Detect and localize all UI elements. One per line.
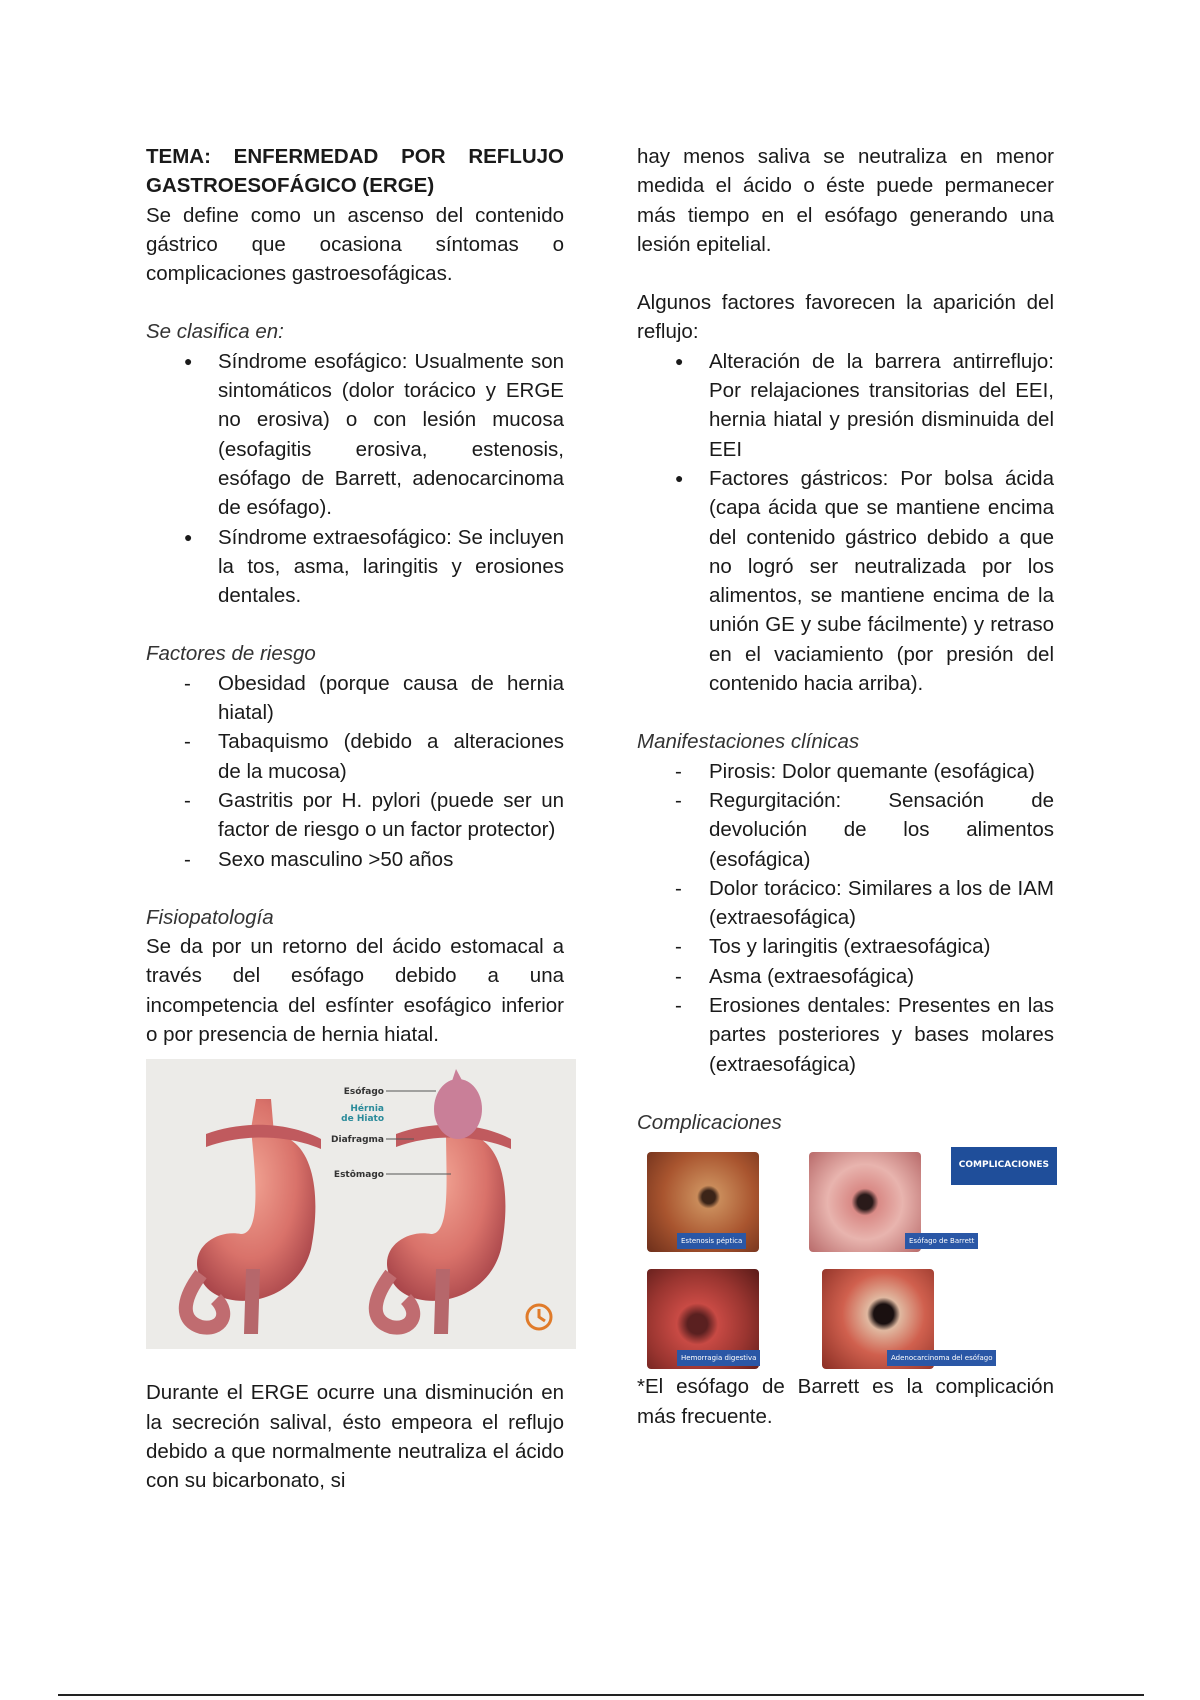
list-item: - Tabaquismo (debido a alteraciones de la mucosa) <box>218 727 564 786</box>
riesgo-list <box>146 669 564 874</box>
footer-divider <box>58 1694 1144 1696</box>
list-item: - Gastritis por H. pylori (puede ser un factor de riesgo o un factor protector) <box>218 786 564 845</box>
clasifica-heading: Se clasifica en: <box>146 320 284 344</box>
manif-list <box>637 757 1054 1079</box>
list-item: - Pirosis: Dolor quemante (esofágica) <box>709 757 1054 786</box>
compl-heading: Complicaciones <box>637 1110 782 1134</box>
list-item: ● Síndrome esofágico: Usualmente son sintomáticos (dolor torácico y ERGE no erosiva) o con lesión mucosa (esofagitis erosiva, estenosis, esófago de Barrett, adenocarcinoma de esófago). <box>218 347 564 523</box>
complicaciones-figure <box>637 1147 1057 1372</box>
durante-text: Durante el ERGE ocurre una disminución en la secreción salival, ésto empeora el reflujo debido a que normalmente neutraliza el ácido con su bicarbonato, si <box>146 1381 564 1493</box>
caption-4: Adenocarcinoma del esófago <box>887 1350 996 1366</box>
caption-3: Hemorragia digestiva <box>677 1350 760 1366</box>
list-item: - Obesidad (porque causa de hernia hiatal) <box>218 669 564 728</box>
list-item: - Asma (extraesofágica) <box>709 962 1054 991</box>
riesgo-heading: Factores de riesgo <box>146 642 316 666</box>
factores-list <box>637 347 1054 699</box>
list-item: ● Factores gástricos: Por bolsa ácida (capa ácida que se mantiene encima del contenido gástrico debido a que no logró ser neutralizada por los alimentos, se mantiene encima de la unión GE y sube fácilmente) y retraso en el vaciamiento (por presión del contenido hacia arriba). <box>709 464 1054 698</box>
manif-heading: Manifestaciones clínicas <box>637 730 860 754</box>
list-item: - Erosiones dentales: Presentes en las partes posteriores y bases molares (extraesofágica) <box>709 991 1054 1079</box>
continue-text: hay menos saliva se neutraliza en menor medida el ácido o éste puede permanecer más tiempo en el esófago generando una lesión epitelial. <box>637 145 1054 256</box>
label-diafragma: Diafragma <box>331 1135 384 1146</box>
fisio-heading: Fisiopatología <box>146 905 274 929</box>
caption-2: Esófago de Barrett <box>905 1233 978 1249</box>
label-hernia-1: Hérnia <box>350 1104 384 1115</box>
stomach-illustration <box>146 1059 576 1349</box>
compl-banner: COMPLICACIONES <box>951 1147 1057 1184</box>
right-column <box>637 142 1054 1431</box>
list-item: - Tos y laringitis (extraesofágica) <box>709 932 1054 961</box>
fisio-text: Se da por un retorno del ácido estomacal a través del esófago debido a una incompetencia del esfínter esofágico inferior o por presencia de hernia hiatal. <box>146 935 564 1047</box>
list-item: ● Alteración de la barrera antirreflujo: Por relajaciones transitorias del EEI, hernia hiatal y presión disminuida del EEI <box>709 347 1054 464</box>
list-item: ● Síndrome extraesofágico: Se incluyen la tos, asma, laringitis y erosiones dentales. <box>218 523 564 611</box>
label-esofago: Esófago <box>343 1087 384 1098</box>
list-item: - Dolor torácico: Similares a los de IAM (extraesofágica) <box>709 874 1054 933</box>
list-item: - Sexo masculino >50 años <box>218 845 564 874</box>
page-title: TEMA: ENFERMEDAD POR REFLUJO GASTROESOFÁGICO (ERGE) <box>146 145 564 198</box>
label-hernia-2: de Hiato <box>341 1114 384 1125</box>
caption-1: Estenosis péptica <box>677 1233 746 1249</box>
list-item: - Regurgitación: Sensación de devolución de los alimentos (esofágica) <box>709 786 1054 874</box>
compl-note: *El esófago de Barrett es la complicación más frecuente. <box>637 1375 1054 1428</box>
hernia-figure <box>146 1059 576 1349</box>
left-column <box>146 142 564 1496</box>
clasifica-list <box>146 347 564 611</box>
factores-intro: Algunos factores favorecen la aparición del reflujo: <box>637 291 1054 344</box>
label-estomago: Estômago <box>333 1170 384 1181</box>
definition-text: Se define como un ascenso del contenido gástrico que ocasiona síntomas o complicaciones gastroesofágicas. <box>146 203 564 286</box>
